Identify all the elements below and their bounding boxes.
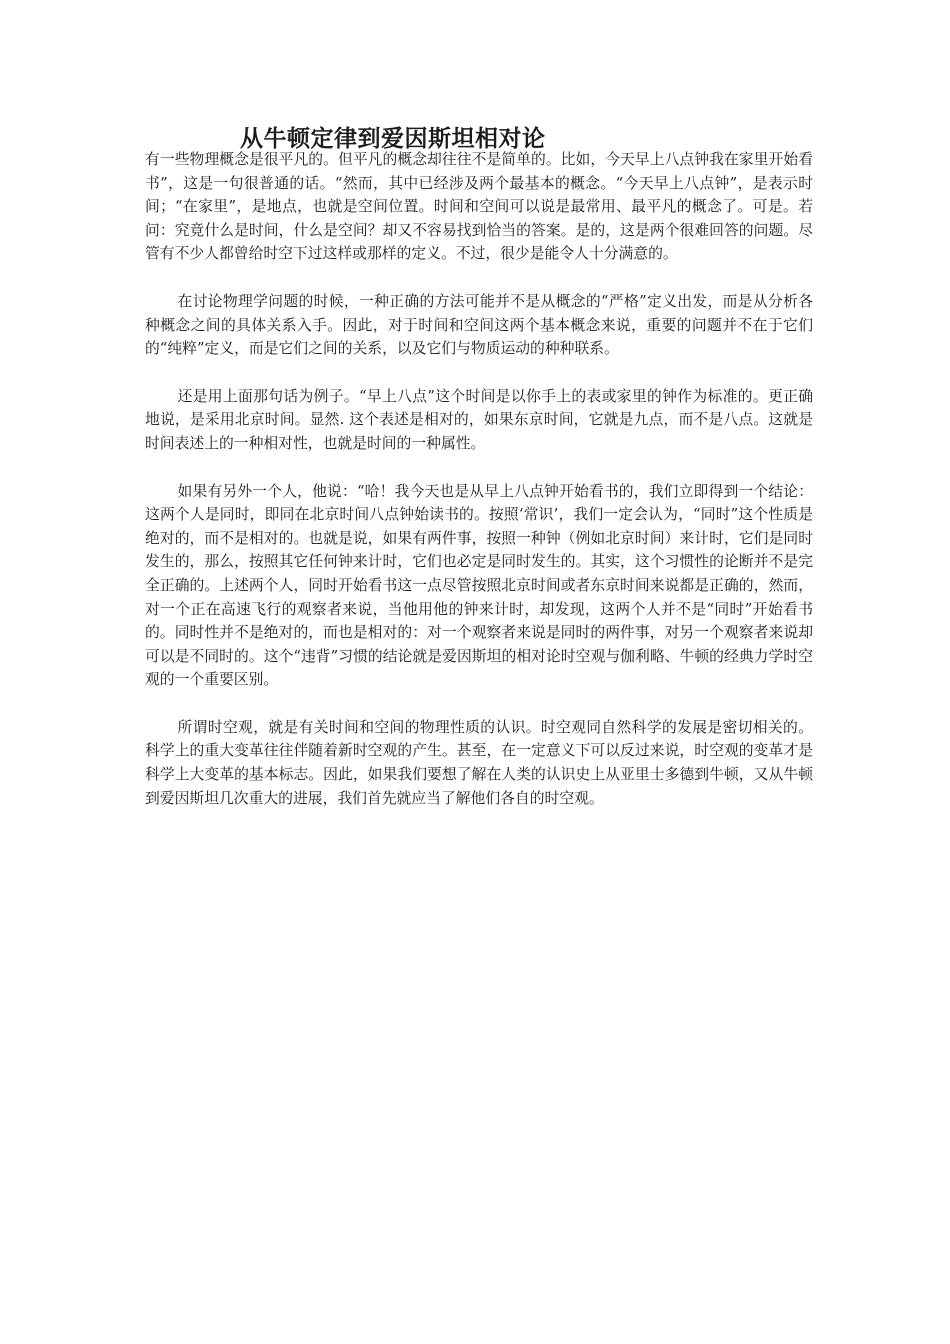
paragraph-3: 还是用上面那句话为例子。“早上八点”这个时间是以你手上的表或家里的钟作为标准的。更正确地说，是采用北京时间。显然. 这个表述是相对的，如果东京时间，它就是九点，而不是八点。这就是时间表述上的一种相对性，也就是时间的一种属性。	[145, 387, 813, 452]
document-body	[145, 148, 813, 834]
paragraph-5: 所谓时空观，就是有关时间和空间的物理性质的认识。时空观同自然科学的发展是密切相关的。科学上的重大变革往往伴随着新时空观的产生。甚至，在一定意义下可以反过来说，时空观的变革才是科学上大变革的基本标志。因此，如果我们要想了解在人类的认识史上从亚里士多德到牛顿，又从牛顿到爱因斯坦几次重大的进展，我们首先就应当了解他们各自的时空观。	[145, 718, 813, 807]
paragraph-1: 有一些物理概念是很平凡的。但平凡的概念却往往不是简单的。比如，今天早上八点钟我在家里开始看书”，这是一句很普通的话。“然而，其中已经涉及两个最基本的概念。“今天早上八点钟”，是表示时间；“在家里”，是地点，也就是空间位置。时间和空间可以说是最常用、最平凡的概念了。可是。若问：究竟什么是时间，什么是空间？却又不容易找到恰当的答案。是的，这是两个很难回答的问题。尽管有不少人都曾给时空下过这样或那样的定义。不过，很少是能令人十分满意的。	[145, 151, 813, 263]
paragraph-2: 在讨论物理学问题的时候，一种正确的方法可能并不是从概念的“严格”定义出发，而是从分析各种概念之间的具体关系入手。因此，对于时间和空间这两个基本概念来说，重要的问题并不在于它们的“纯粹”定义，而是它们之间的关系，以及它们与物质运动的种种联系。	[145, 292, 813, 358]
document-title: 从牛顿定律到爱因斯坦相对论	[240, 126, 546, 152]
paragraph-4: 如果有另外一个人，他说：“哈！我今天也是从早上八点钟开始看书的，我们立即得到一个结论：这两个人是同时，即同在北京时间八点钟始读书的。按照‘常识’，我们一定会认为，“同时”这个性质是绝对的，而不是相对的。也就是说，如果有两件事，按照一种钟（例如北京时间）来计时，它们是同时发生的，那么，按照其它任何钟来计时，它们也必定是同时发生的。其实，这个习惯性的论断并不是完全正确的。上述两个人，同时开始看书这一点尽管按照北京时间或者东京时间来说都是正确的，然而，对一个正在高速飞行的观察者来说，当他用他的钟来计时，却发现，这两个人并不是“同时”开始看书的。同时性并不是绝对的，而也是相对的：对一个观察者来说是同时的两件事，对另一个观察者来说却可以是不同时的。这个“违背”习惯的结论就是爱因斯坦的相对论时空观与伽利略、牛顿的经典力学时空观的一个重要区别。	[145, 482, 813, 689]
